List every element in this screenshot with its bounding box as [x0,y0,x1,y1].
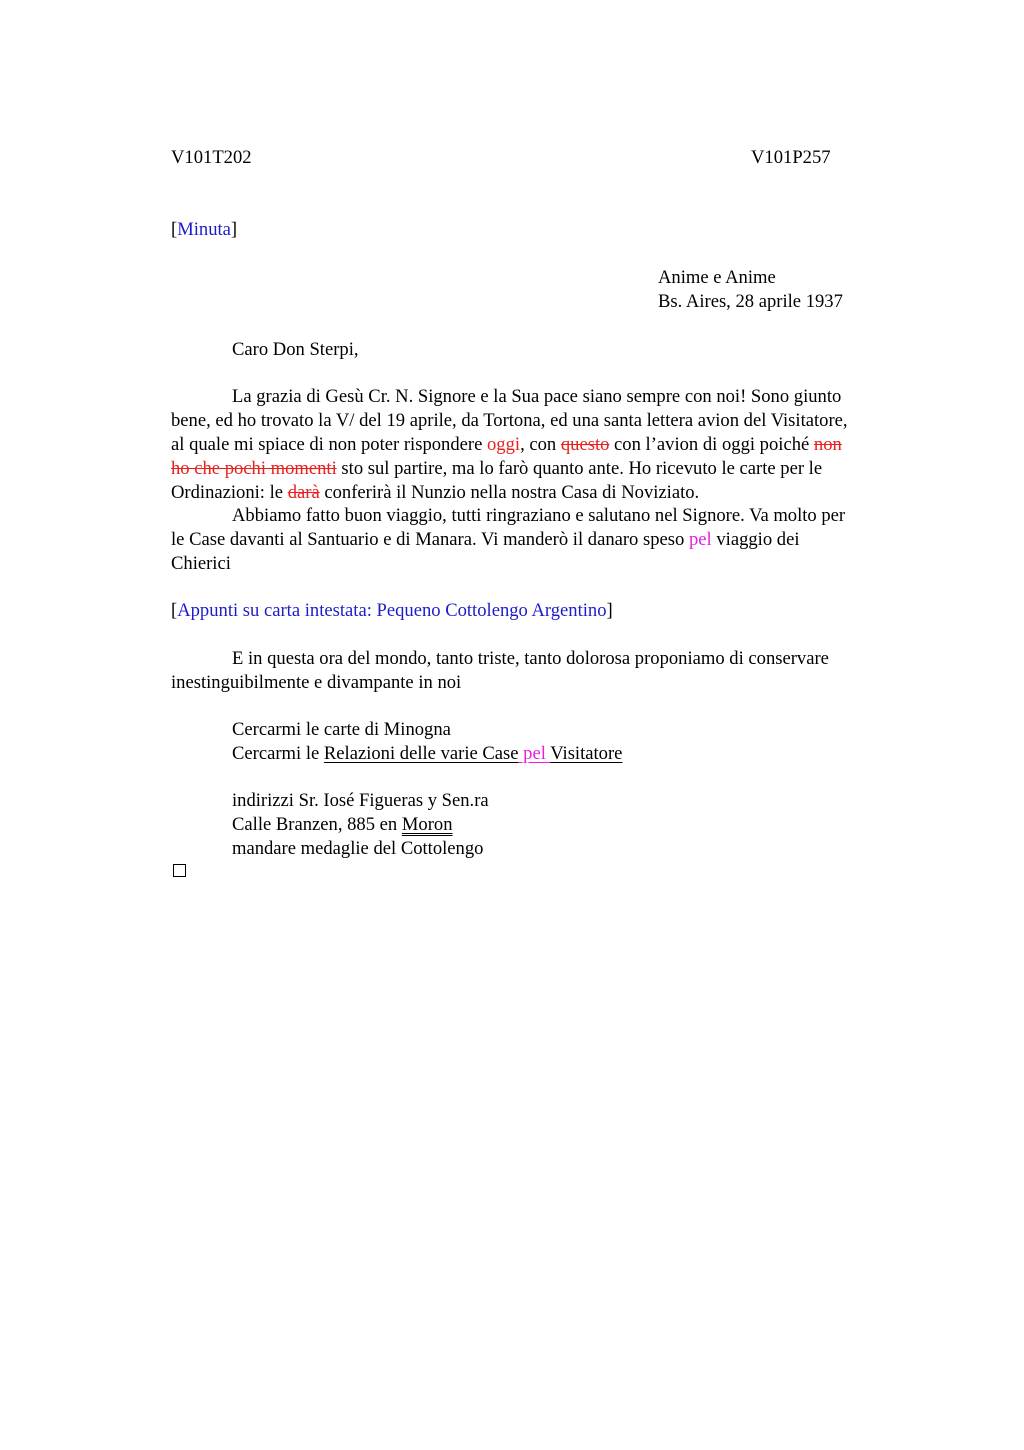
paragraph2-line: Abbiamo fatto buon viaggio, tutti ringraziano e salutano nel Signore. Va molto per [232,505,846,526]
note-line: indirizzi Sr. Iosé Figueras y Sen.ra [232,790,489,811]
bracket: [ [171,600,178,621]
inserted-word: pel [688,529,712,550]
dateline-date: Bs. Aires, 28 aprile 1937 [658,291,843,312]
paragraph2-line [171,528,800,552]
appunti-note [171,599,613,623]
deleted-word: non [813,434,842,455]
bracket: [ [171,219,178,240]
minuta-label: Minuta [177,219,231,240]
bracket: ] [606,600,613,621]
double-underlined-text: Moron [401,814,453,835]
text: al quale mi spiace di non poter rispondere [171,434,487,455]
paragraph1-line: bene, ed ho trovato la V/ del 19 aprile, da Tortona, ed una santa lettera avion del Visitatore, [171,410,848,431]
checkbox-square-icon [173,864,186,877]
header-left-code: V101T202 [171,147,252,168]
text: , con [520,434,561,455]
underlined-text: Visitatore [550,743,623,764]
text: Calle Branzen, 885 en [232,814,402,835]
text: viaggio dei [711,529,800,550]
appunti-label: Appunti su carta intestata: Pequeno Cottolengo Argentino [177,600,607,621]
deleted-word: darà [287,482,320,503]
minuta-note [171,218,237,242]
note-line [171,813,453,837]
text: sto sul partire, ma lo farò quanto ante. Ho ricevuto le carte per le [336,458,823,479]
paragraph3-line: inestinguibilmente e divampante in noi [171,672,462,693]
note-line: Cercarmi le carte di Minogna [232,719,451,740]
paragraph3-line: E in questa ora del mondo, tanto triste, tanto dolorosa proponiamo di conservare [232,648,829,669]
bracket: ] [230,219,238,240]
inserted-word: oggi [487,434,521,455]
text: con l’avion di oggi poiché [609,434,814,455]
text: Cercarmi le [232,743,324,764]
paragraph1-line: La grazia di Gesù Cr. N. Signore e la Sua pace siano sempre con noi! Sono giunto [232,386,842,407]
salutation: Caro Don Sterpi, [232,339,359,360]
paragraph2-line: Chierici [171,553,231,574]
paragraph1-line [171,433,842,457]
text: le Case davanti al Santuario e di Manara. Vi manderò il danaro speso [171,529,689,550]
inserted-word: pel [518,743,551,764]
note-line: mandare medaglie del Cottolengo [232,838,484,859]
text: conferirà il Nunzio nella nostra Casa di Noviziato. [319,482,700,503]
note-line [171,742,622,766]
paragraph1-line [171,481,699,505]
header-right-code: V101P257 [751,147,831,168]
deleted-word: questo [560,434,610,455]
underlined-text: Relazioni delle varie Case [323,743,519,764]
deleted-phrase: ho che pochi momenti [171,458,337,479]
dateline-place: Anime e Anime [658,267,776,288]
text: Ordinazioni: le [171,482,288,503]
paragraph1-line [171,457,822,481]
